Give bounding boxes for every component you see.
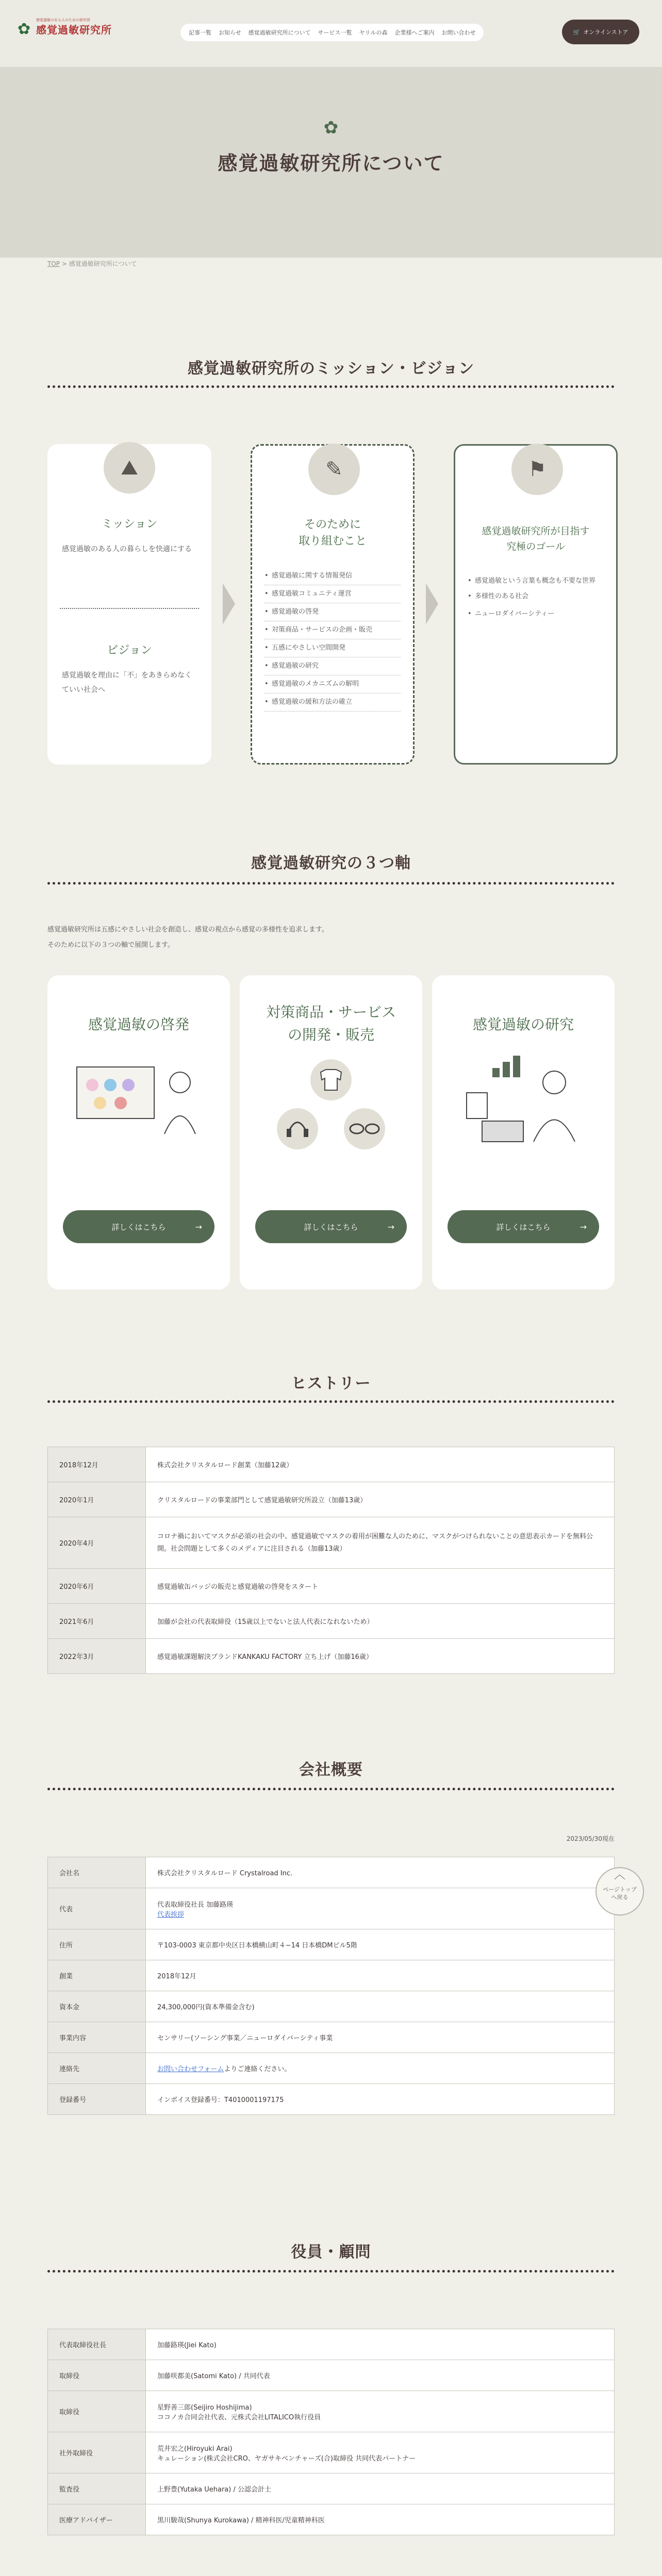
pillars-description bbox=[47, 922, 328, 953]
list-item: • 感覚過敏の研究 bbox=[264, 657, 401, 675]
history-event: コロナ禍においてマスクが必須の社会の中、感覚過敏でマスクの着用が困難な人のために、マスクがつけられないことの意思表示カードを無料公開。社会問題として多くのメディアに注目される（加藤13歳） bbox=[146, 1517, 615, 1569]
table-row bbox=[48, 2053, 615, 2084]
row-key: 代表 bbox=[48, 1888, 146, 1929]
table-row bbox=[48, 2360, 615, 2391]
button-label: 詳しくはこちら bbox=[304, 1222, 358, 1232]
officers-section-title: 役員・顧問 bbox=[291, 2243, 371, 2261]
officer-name: 上野豊(Yutaka Uehara) / 公認会計士 bbox=[146, 2473, 615, 2504]
site-logo[interactable] bbox=[18, 18, 112, 38]
history-event: 加藤が会社の代表取締役（15歳以上でないと法人代表になれないため） bbox=[146, 1604, 615, 1639]
page-title: 感覚過敏研究所について bbox=[218, 152, 444, 175]
logo-text: 感覚過敏研究所 bbox=[36, 24, 112, 36]
history-date: 2020年6月 bbox=[48, 1569, 146, 1604]
todo-heading-line2: 取り組むこと bbox=[298, 535, 367, 548]
table-row bbox=[48, 1604, 615, 1639]
table-row bbox=[48, 2391, 615, 2432]
list-item: • 対策商品・サービスの企画・販売 bbox=[264, 621, 401, 639]
pillar-card-products bbox=[240, 975, 422, 1290]
nav-item-news[interactable]: お知らせ bbox=[219, 29, 241, 36]
table-row bbox=[48, 1960, 615, 1991]
global-nav bbox=[180, 24, 484, 41]
row-value: インボイス登録番号：T4010001197175 bbox=[146, 2084, 615, 2115]
table-row bbox=[48, 2504, 615, 2535]
list-item: • 感覚過敏の緩和方法の確立 bbox=[264, 693, 401, 711]
flag-icon: ⚑ bbox=[511, 444, 563, 495]
officer-role: 監査役 bbox=[48, 2473, 146, 2504]
goal-heading-line2: 究極のゴール bbox=[506, 541, 565, 552]
arrow-right-icon: → bbox=[580, 1222, 587, 1232]
history-date: 2021年6月 bbox=[48, 1604, 146, 1639]
officer-role: 取締役 bbox=[48, 2391, 146, 2432]
table-row bbox=[48, 2084, 615, 2115]
pillar-card-awareness bbox=[47, 975, 230, 1290]
awareness-illustration bbox=[72, 1057, 206, 1139]
mission-section-title: 感覚過敏研究所のミッション・ビジョン bbox=[187, 360, 475, 378]
row-key: 登録番号 bbox=[48, 2084, 146, 2115]
list-item: • 感覚過敏のメカニズムの解明 bbox=[264, 675, 401, 693]
history-event: 感覚過敏缶バッジの販売と感覚過敏の啓発をスタート bbox=[146, 1569, 615, 1604]
list-item: • 感覚過敏に関する情報発信 bbox=[264, 567, 401, 585]
card-divider bbox=[60, 608, 199, 609]
pencil-icon: ✎ bbox=[308, 444, 360, 495]
arrow-right-icon bbox=[223, 583, 235, 624]
table-row bbox=[48, 1639, 615, 1674]
arrow-right-icon: → bbox=[387, 1222, 394, 1232]
table-row bbox=[48, 1447, 615, 1482]
table-row bbox=[48, 1517, 615, 1569]
table-row bbox=[48, 1482, 615, 1517]
arrow-right-icon: → bbox=[195, 1222, 202, 1232]
button-label: 詳しくはこちら bbox=[111, 1222, 166, 1232]
mountain-icon: ⛰ bbox=[104, 442, 155, 494]
pillar-heading: 感覚過敏の研究 bbox=[472, 1016, 574, 1033]
breadcrumb-separator: > bbox=[61, 260, 67, 267]
row-key: 事業内容 bbox=[48, 2022, 146, 2053]
page-top-label-1: ページトップ bbox=[603, 1886, 637, 1893]
pillars-section-title: 感覚過敏研究の３つ軸 bbox=[251, 854, 411, 872]
officer-note: キュレーション(株式会社CRO、ヤガサキベンチャーズ(合)取締役 共同代表パートナー bbox=[157, 2454, 416, 2463]
mission-heading: ミッション bbox=[101, 518, 158, 531]
button-label: 詳しくはこちら bbox=[496, 1222, 551, 1232]
history-date: 2018年12月 bbox=[48, 1447, 146, 1482]
online-store-label: オンラインストア bbox=[583, 29, 628, 36]
section-divider bbox=[47, 882, 615, 885]
officer-role: 医療アドバイザー bbox=[48, 2504, 146, 2535]
officer-note: ココノカ合同会社代表、元株式会社LITALICO執行役員 bbox=[157, 2413, 321, 2421]
row-key: 会社名 bbox=[48, 1857, 146, 1888]
history-event: 感覚過敏課題解決ブランドKANKAKU FACTORY 立ち上げ（加藤16歳） bbox=[146, 1639, 615, 1674]
online-store-button[interactable] bbox=[562, 20, 639, 44]
research-illustration bbox=[456, 1052, 590, 1144]
officer-name: 星野善三郎(Seijiro Hoshijima) bbox=[157, 2403, 252, 2412]
row-value: 24,300,000円(資本準備金含む) bbox=[146, 1991, 615, 2022]
officers-table bbox=[47, 2329, 615, 2535]
officer-name: 加藤路瑛(Jiei Kato) bbox=[146, 2329, 615, 2360]
row-value: 代表取締役社長 加藤路瑛 bbox=[157, 1901, 234, 1909]
goal-list bbox=[468, 574, 604, 623]
star-logo-icon: ✿ bbox=[18, 20, 31, 38]
mission-vision-card bbox=[47, 444, 211, 765]
table-row bbox=[48, 1991, 615, 2022]
history-table bbox=[47, 1447, 615, 1674]
nav-item-articles[interactable]: 記事一覧 bbox=[189, 29, 211, 36]
site-header bbox=[0, 0, 662, 67]
history-event: クリスタルロードの事業部門として感覚過敏研究所設立（加藤13歳） bbox=[146, 1482, 615, 1517]
list-item: • 感覚過敏という言葉も概念も不要な世界 bbox=[468, 574, 604, 588]
row-value: 〒103-0003 東京都中央区日本橋横山町４−14 日本橋DMビル5階 bbox=[146, 1929, 615, 1960]
row-value: 2018年12月 bbox=[146, 1960, 615, 1991]
history-event: 株式会社クリスタルロード創業（加藤12歳） bbox=[146, 1447, 615, 1482]
table-row bbox=[48, 1888, 615, 1929]
research-details-button[interactable] bbox=[448, 1210, 599, 1243]
mission-text: 感覚過敏のある人の暮らしを快適にする bbox=[62, 545, 192, 553]
row-key: 資本金 bbox=[48, 1991, 146, 2022]
goal-card bbox=[454, 444, 618, 765]
nav-item-business[interactable]: 企業様へご案内 bbox=[394, 29, 435, 36]
pillars-desc-line1: 感覚過敏研究所は五感にやさしい社会を創造し、感覚の視点から感覚の多様性を追求します。 bbox=[47, 926, 328, 934]
page-top-button[interactable] bbox=[595, 1867, 644, 1916]
history-date: 2020年1月 bbox=[48, 1482, 146, 1517]
pillar-heading: 感覚過敏の啓発 bbox=[88, 1016, 189, 1033]
table-row bbox=[48, 1929, 615, 1960]
products-illustration bbox=[274, 1057, 388, 1155]
star-icon: ✿ bbox=[323, 117, 339, 138]
breadcrumb-home[interactable]: TOP bbox=[47, 260, 60, 267]
todo-list bbox=[264, 567, 401, 711]
section-divider bbox=[47, 2270, 615, 2273]
row-value-suffix: よりご連絡ください。 bbox=[224, 2065, 291, 2073]
officer-name: 黒川駿哉(Shunya Kurokawa) / 精神科医/児童精神科医 bbox=[146, 2504, 615, 2535]
row-value: センサリー(ソーシング事業／ニューロダイバーシティ事業 bbox=[146, 2022, 615, 2053]
row-key: 創業 bbox=[48, 1960, 146, 1991]
vision-text: 感覚過敏を理由に「不」をあきらめなくていい社会へ bbox=[62, 671, 192, 694]
history-date: 2022年3月 bbox=[48, 1639, 146, 1674]
row-key: 連絡先 bbox=[48, 2053, 146, 2084]
list-item: • 感覚過敏コミュニティ運営 bbox=[264, 585, 401, 603]
pillar-heading-line1: 対策商品・サービス bbox=[266, 1004, 396, 1021]
officer-role: 取締役 bbox=[48, 2360, 146, 2391]
contact-form-link[interactable]: お問い合わせフォーム bbox=[157, 2065, 224, 2073]
table-row bbox=[48, 2022, 615, 2053]
table-row bbox=[48, 2329, 615, 2360]
section-divider bbox=[47, 1400, 615, 1403]
row-value: 株式会社クリスタルロード Crystalroad Inc. bbox=[146, 1857, 615, 1888]
officer-role: 代表取締役社長 bbox=[48, 2329, 146, 2360]
logo-subtitle: 感覚過敏のある人のための研究所 bbox=[36, 18, 90, 22]
section-divider bbox=[47, 1788, 615, 1790]
breadcrumb-current: 感覚過敏研究所について bbox=[69, 260, 137, 267]
representative-greeting-link[interactable]: 代表挨拶 bbox=[157, 1910, 185, 1919]
arrow-right-icon bbox=[426, 583, 438, 624]
table-row bbox=[48, 2432, 615, 2473]
list-item: • 多様性のある社会 bbox=[468, 588, 604, 605]
table-row bbox=[48, 1857, 615, 1888]
nav-item-forest[interactable]: ヤリルの森 bbox=[359, 29, 388, 36]
history-section-title: ヒストリー bbox=[291, 1375, 371, 1393]
table-row bbox=[48, 1569, 615, 1604]
pillar-card-research bbox=[432, 975, 615, 1290]
officer-role: 社外取締役 bbox=[48, 2432, 146, 2473]
company-table bbox=[47, 1857, 615, 2115]
pillar-heading-line2: の開発・販売 bbox=[287, 1026, 374, 1043]
officer-name: 荒井宏之(Hiroyuki Arai) bbox=[157, 2445, 233, 2453]
section-divider bbox=[47, 385, 615, 388]
nav-item-services[interactable]: サービス一覧 bbox=[318, 29, 352, 36]
officer-name: 加藤咲都美(Satomi Kato) / 共同代表 bbox=[146, 2360, 615, 2391]
cart-icon: 🛒 bbox=[573, 28, 581, 36]
list-item: • 五感にやさしい空間開発 bbox=[264, 639, 401, 657]
company-as-of-date: 2023/05/30現在 bbox=[566, 1835, 615, 1842]
pillars-desc-line2: そのために以下の３つの軸で展開します。 bbox=[47, 941, 174, 949]
goal-heading-line1: 感覚過敏研究所が目指す bbox=[482, 526, 590, 537]
products-details-button[interactable] bbox=[255, 1210, 407, 1243]
todo-heading-line1: そのために bbox=[304, 518, 361, 531]
list-item: • 感覚過敏の啓発 bbox=[264, 603, 401, 621]
breadcrumb bbox=[47, 259, 137, 268]
table-row bbox=[48, 2473, 615, 2504]
nav-item-about[interactable]: 感覚過敏研究所について bbox=[248, 29, 311, 36]
history-date: 2020年4月 bbox=[48, 1517, 146, 1569]
todo-card bbox=[251, 444, 415, 765]
hero bbox=[0, 67, 662, 258]
row-key: 住所 bbox=[48, 1929, 146, 1960]
nav-item-contact[interactable]: お問い合わせ bbox=[441, 29, 476, 36]
vision-heading: ビジョン bbox=[107, 644, 152, 657]
company-section-title: 会社概要 bbox=[299, 1761, 363, 1779]
list-item: • ニューロダイバーシティー bbox=[468, 605, 604, 623]
page-top-label-2: へ戻る bbox=[611, 1894, 628, 1901]
awareness-details-button[interactable] bbox=[63, 1210, 214, 1243]
